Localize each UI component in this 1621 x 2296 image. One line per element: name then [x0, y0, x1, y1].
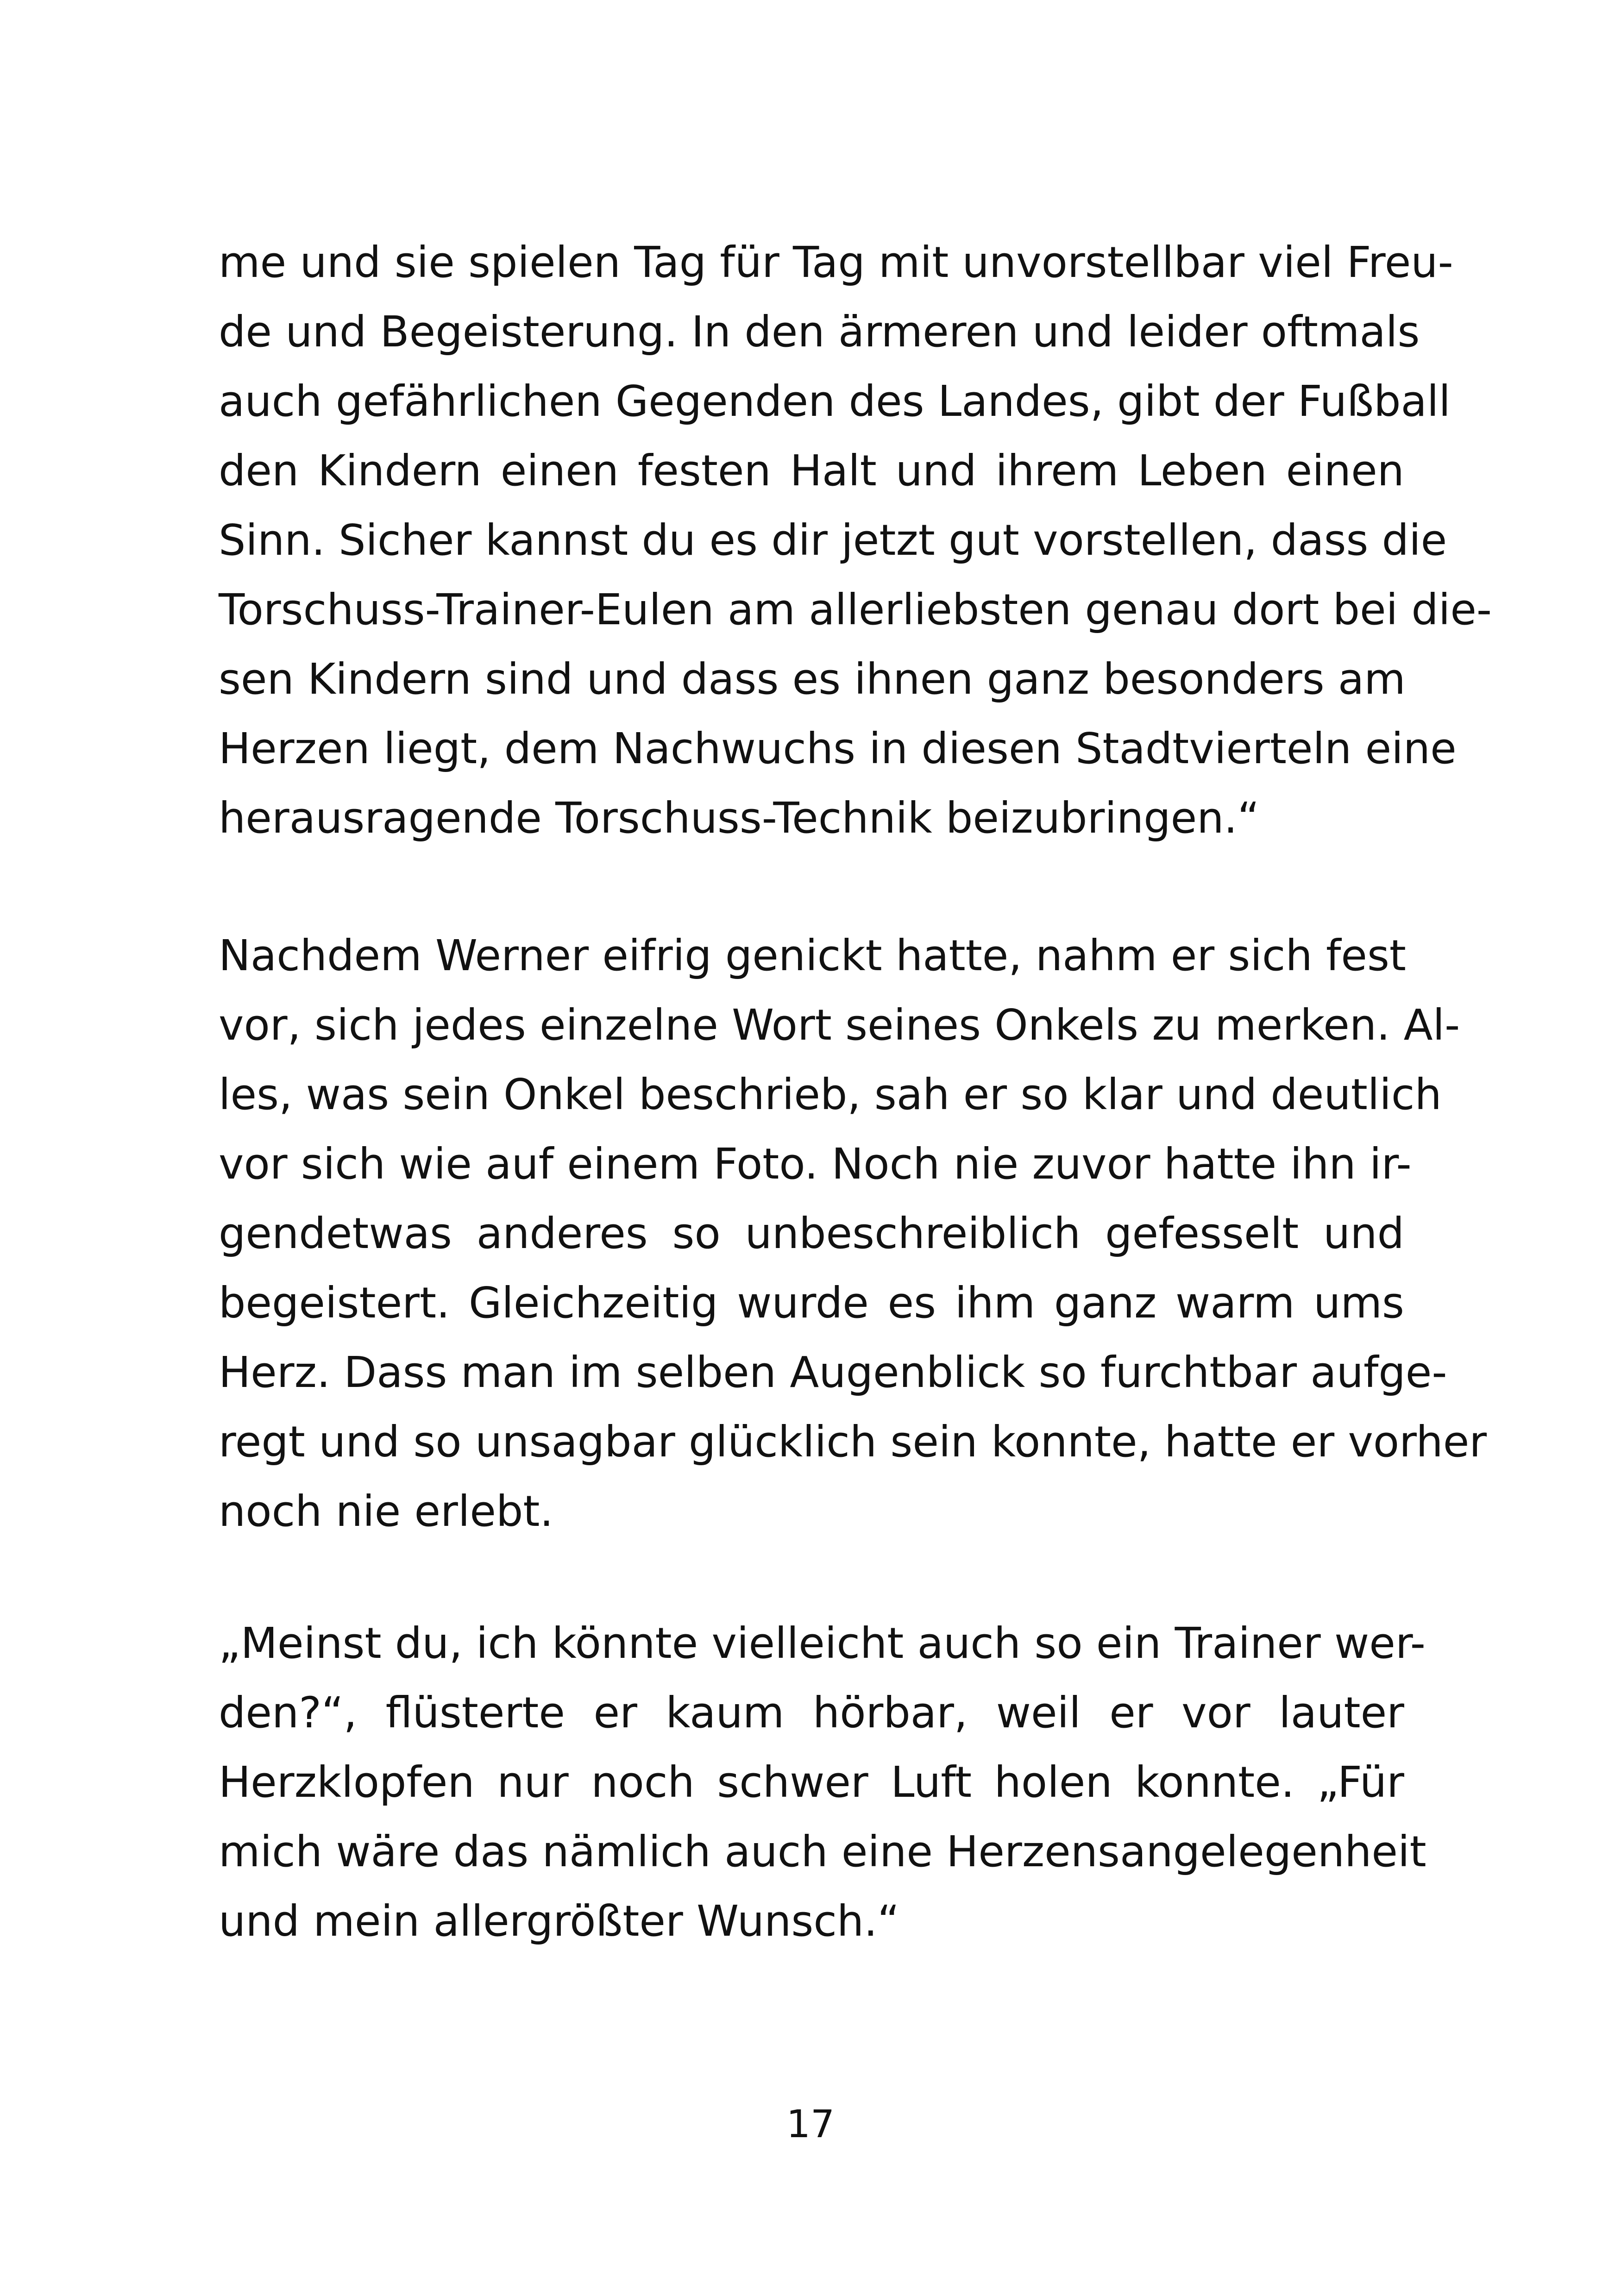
- paragraph-line: vor sich wie auf einem Foto. Noch nie zuvor hatte ihn ir-: [219, 1139, 1412, 1189]
- page-number: 17: [786, 2102, 835, 2146]
- paragraph-line: me und sie spielen Tag für Tag mit unvorstellbar viel Freu-: [219, 238, 1453, 287]
- paragraph-line: Nachdem Werner eifrig genickt hatte, nahm er sich fest: [219, 931, 1407, 980]
- paragraph-line: noch nie erlebt.: [219, 1487, 553, 1536]
- paragraph-line: „Meinst du, ich könnte vielleicht auch so ein Trainer wer-: [219, 1618, 1426, 1668]
- paragraph-line: vor, sich jedes einzelne Wort seines Onkels zu merken. Al-: [219, 1000, 1460, 1050]
- paragraph-line: regt und so unsagbar glücklich sein konnte, hatte er vorher: [219, 1417, 1487, 1467]
- paragraph-line: les, was sein Onkel beschrieb, sah er so klar und deutlich: [219, 1070, 1442, 1119]
- paragraph-line: Herzen liegt, dem Nachwuchs in diesen Stadtvierteln eine: [219, 724, 1457, 773]
- paragraph-2: [219, 921, 1487, 1546]
- paragraph-line: gendetwas anderes so unbeschreiblich gefesselt und: [219, 1209, 1404, 1258]
- paragraph-3: [219, 1609, 1426, 1956]
- paragraph-line: auch gefährlichen Gegenden des Landes, gibt der Fußball: [219, 376, 1451, 426]
- paragraph-line: sen Kindern sind und dass es ihnen ganz besonders am: [219, 654, 1406, 704]
- paragraph-line: Herz. Dass man im selben Augenblick so furchtbar aufge-: [219, 1348, 1447, 1397]
- paragraph-line: den?“, flüsterte er kaum hörbar, weil er vor lauter: [219, 1688, 1404, 1738]
- paragraph-line: mich wäre das nämlich auch eine Herzensangelegenheit: [219, 1827, 1426, 1876]
- paragraph-line: begeistert. Gleichzeitig wurde es ihm ganz warm ums: [219, 1278, 1404, 1328]
- paragraph-line: Sinn. Sicher kannst du es dir jetzt gut vorstellen, dass die: [219, 515, 1447, 565]
- paragraph-line: und mein allergrößter Wunsch.“: [219, 1896, 900, 1946]
- paragraph-line: herausragende Torschuss-Technik beizubringen.“: [219, 793, 1260, 843]
- paragraph-1: [219, 228, 1492, 853]
- paragraph-line: den Kindern einen festen Halt und ihrem Leben einen: [219, 446, 1404, 496]
- paragraph-line: Torschuss-Trainer-Eulen am allerliebsten genau dort bei die-: [219, 585, 1492, 634]
- paragraph-line: Herzklopfen nur noch schwer Luft holen konnte. „Für: [219, 1757, 1404, 1807]
- paragraph-line: de und Begeisterung. In den ärmeren und leider oftmals: [219, 307, 1420, 357]
